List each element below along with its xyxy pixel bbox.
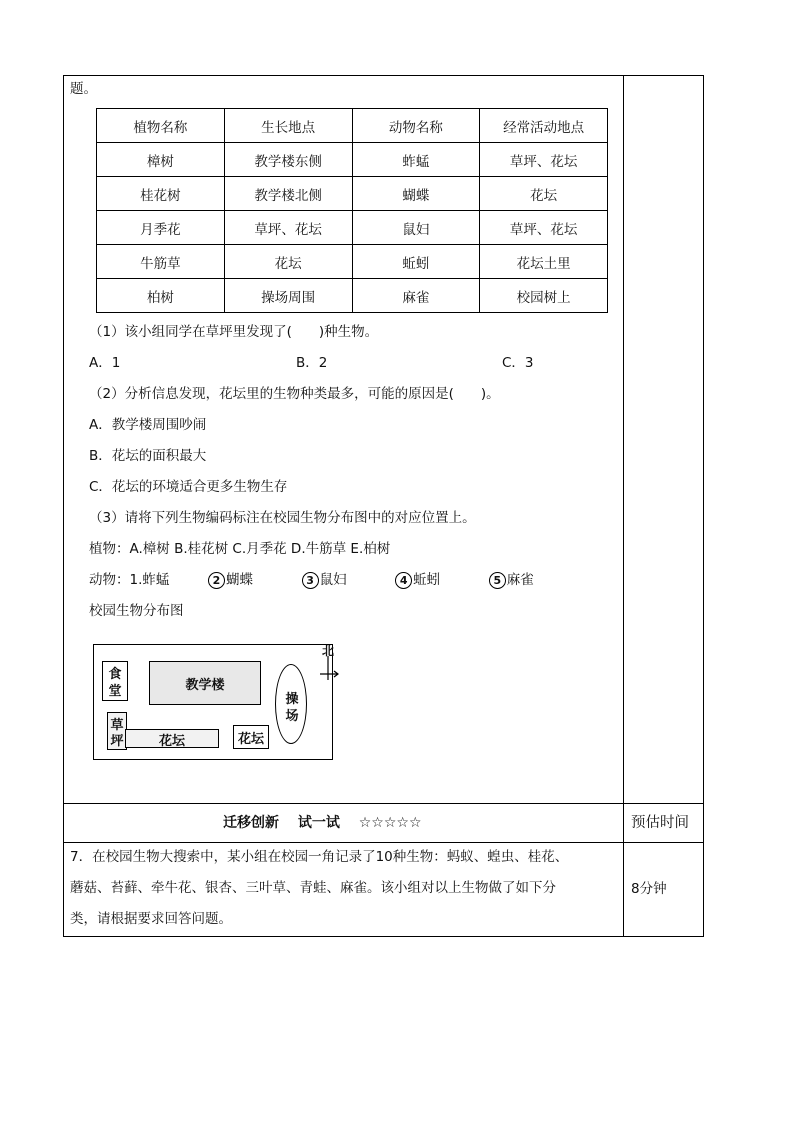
frame-top [63,75,704,76]
table-cell: 蚯蚓 [352,245,480,279]
canteen-label-2: 堂 [108,684,122,699]
table-row [97,211,608,245]
playground-label-1: 操 [285,692,299,707]
table-cell: 花坛土里 [480,245,608,279]
frame-left [63,75,64,937]
question-3-text: （3）请将下列生物编码标注在校园生物分布图中的对应位置上。 [89,510,476,526]
animal-codes-prefix: 动物：1.蚱蜢 [89,572,170,588]
q2-option-b: B．花坛的面积最大 [89,448,207,464]
table-header-row [97,109,608,143]
section-header-bottom-line [63,842,704,843]
table-cell: 月季花 [97,211,225,245]
teaching-building-label: 教学楼 [185,678,225,693]
plant-codes: 植物：A.樟树 B.桂花树 C.月季花 D.牛筋草 E.柏树 [89,541,391,557]
question-2-text: （2）分析信息发现，花坛里的生物种类最多，可能的原因是( )。 [89,386,500,402]
flowerbed-small-label: 花坛 [237,732,264,747]
q7-line-1: 7．在校园生物大搜索中，某小组在校园一角记录了10种生物：蚂蚁、蝗虫、桂花、 [70,849,569,865]
canteen-label-1: 食 [108,667,122,682]
circled-number: 2 [208,572,225,589]
q2-option-a: A．教学楼周围吵闹 [89,417,207,433]
table-header: 动物名称 [352,109,480,143]
table-header: 植物名称 [97,109,225,143]
section-top-line [63,803,704,804]
table-cell: 牛筋草 [97,245,225,279]
q1-option-a: A．1 [89,355,121,371]
frame-bottom [63,936,704,937]
table-cell: 蝴蝶 [352,177,480,211]
table-cell: 教学楼东侧 [224,143,352,177]
table-cell: 柏树 [97,279,225,313]
circled-number: 5 [489,572,506,589]
table-row [97,245,608,279]
q7-line-3: 类，请根据要求回答问题。 [70,911,232,927]
table-cell: 教学楼北侧 [224,177,352,211]
table-cell: 麻雀 [352,279,480,313]
animal-name: 鼠妇 [319,572,347,588]
frame-right [703,75,704,937]
map-title: 校园生物分布图 [89,603,184,619]
table-row [97,177,608,211]
q1-option-c: C．3 [502,355,534,371]
q7-time: 8分钟 [631,881,667,897]
circled-number: 4 [395,572,412,589]
animal-codes [89,571,534,589]
table-cell: 鼠妇 [352,211,480,245]
q7-line-2: 蘑菇、苔藓、牵牛花、银杏、三叶草、青蛙、麻雀。该小组对以上生物做了如下分 [70,880,556,896]
circled-number: 3 [302,572,319,589]
animal-name: 麻雀 [506,572,534,588]
lawn-label-2: 坪 [110,734,124,749]
flowerbed-long-label: 花坛 [158,734,185,749]
animal-name: 蝴蝶 [225,572,253,588]
organism-table [96,108,608,313]
q1-option-b: B．2 [296,355,328,371]
lawn-label-1: 草 [110,718,124,733]
table-cell: 花坛 [224,245,352,279]
campus-map [91,642,341,766]
table-cell: 草坪、花坛 [224,211,352,245]
frame-mid [623,75,624,937]
section-title: 迁移创新 试一试 ☆☆☆☆☆ [223,815,422,831]
animal-name: 蚯蚓 [413,572,441,588]
playground-label-2: 场 [285,709,299,724]
table-cell: 樟树 [97,143,225,177]
table-cell: 操场周围 [224,279,352,313]
compass-icon [318,656,340,682]
table-cell: 草坪、花坛 [480,211,608,245]
table-cell: 花坛 [480,177,608,211]
table-cell: 桂花树 [97,177,225,211]
table-cell: 校园树上 [480,279,608,313]
table-row [97,143,608,177]
table-row [97,279,608,313]
question-1-text: （1）该小组同学在草坪里发现了( )种生物。 [89,324,379,340]
table-header: 生长地点 [224,109,352,143]
q2-option-c: C．花坛的环境适合更多生物生存 [89,479,288,495]
table-cell: 草坪、花坛 [480,143,608,177]
estimated-time-header: 预估时间 [631,815,689,831]
north-label: 北 [321,644,334,658]
table-header: 经常活动地点 [480,109,608,143]
top-fragment: 题。 [70,81,97,97]
table-cell: 蚱蜢 [352,143,480,177]
